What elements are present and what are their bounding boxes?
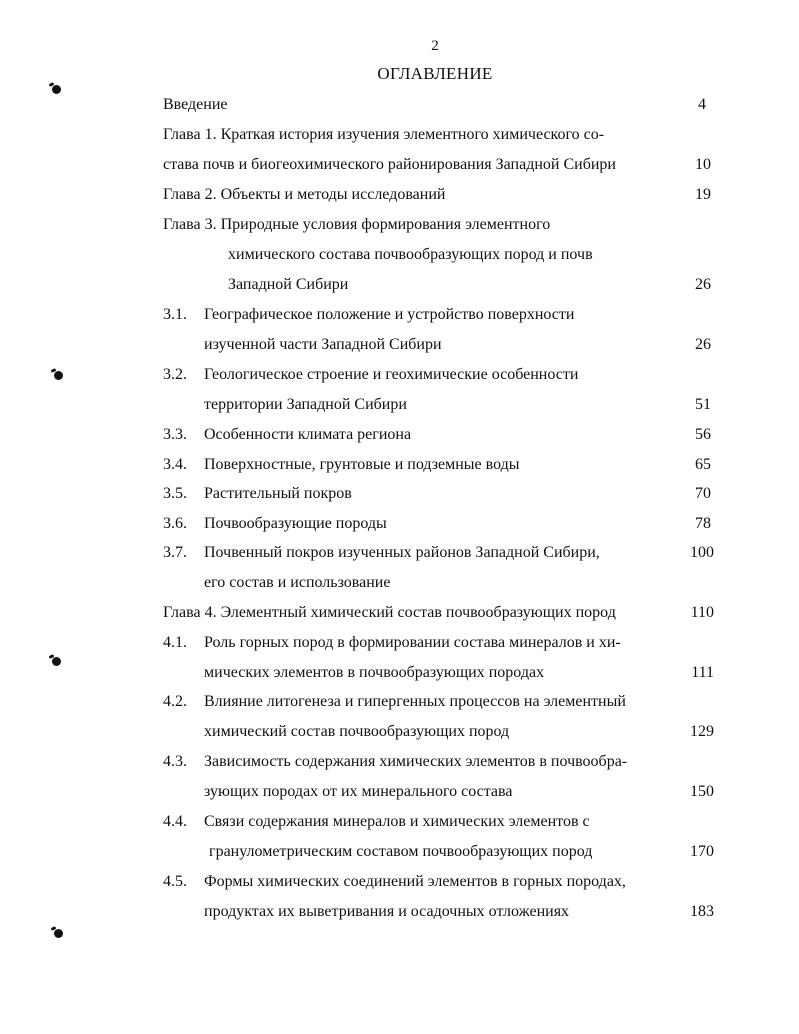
toc-entry-page: 78 bbox=[695, 515, 711, 532]
toc-entry-page: 110 bbox=[690, 604, 714, 621]
toc-entry-text: става почв и биогеохимического районирования Западной Сибири bbox=[163, 156, 616, 173]
toc-entry-text: Связи содержания минералов и химических элементов с bbox=[204, 813, 590, 830]
toc-entry-text: Формы химических соединений элементов в горных породах, bbox=[204, 873, 626, 890]
toc-entry-text: Глава 2. Объекты и методы исследований bbox=[163, 186, 446, 203]
toc-entry-page: 70 bbox=[695, 485, 711, 502]
toc-entry-number: 3.7. bbox=[163, 544, 187, 561]
page-number: 2 bbox=[431, 38, 439, 54]
toc-title: ОГЛАВЛЕНИЕ bbox=[377, 64, 493, 83]
toc-entry-page: 100 bbox=[690, 544, 714, 561]
toc-entry-text: территории Западной Сибири bbox=[204, 396, 407, 413]
toc-entry-page: 56 bbox=[695, 426, 711, 443]
toc-entry-text: Почвообразующие породы bbox=[204, 515, 387, 532]
toc-entry-number: 3.5. bbox=[163, 485, 187, 502]
toc-entry-number: 4.5. bbox=[163, 873, 187, 890]
toc-entry-text: его состав и использование bbox=[204, 574, 391, 591]
toc-entry-text: Глава 1. Краткая история изучения элементного химического со- bbox=[163, 126, 605, 143]
toc-entry-text: Растительный покров bbox=[204, 485, 352, 502]
toc-entry-number: 4.1. bbox=[163, 634, 187, 651]
toc-entry-text: Глава 4. Элементный химический состав почвообразующих пород bbox=[163, 604, 616, 621]
toc-entry-text: Поверхностные, грунтовые и подземные воды bbox=[204, 456, 520, 473]
toc-entry-number: 3.4. bbox=[163, 456, 187, 473]
toc-entry-page: 183 bbox=[690, 903, 714, 920]
toc-entry-page: 26 bbox=[695, 336, 711, 353]
toc-entry-page: 111 bbox=[691, 664, 714, 681]
toc-entry-text: изученной части Западной Сибири bbox=[204, 336, 442, 353]
toc-entry-text: Географическое положение и устройство поверхности bbox=[204, 306, 575, 323]
binding-hole-mark bbox=[52, 657, 61, 666]
toc-entry-text: Почвенный покров изученных районов Западной Сибири, bbox=[204, 544, 600, 561]
toc-entry-page: 19 bbox=[695, 186, 711, 203]
toc-entry-number: 3.3. bbox=[163, 426, 187, 443]
toc-entry-text: Особенности климата региона bbox=[204, 426, 412, 443]
toc-entry-number: 4.4. bbox=[163, 813, 187, 830]
toc-entry-number: 3.6. bbox=[163, 515, 187, 532]
toc-entry-page: 4 bbox=[698, 96, 706, 113]
binding-hole-mark bbox=[54, 929, 63, 938]
toc-entry-page: 150 bbox=[690, 783, 714, 800]
toc-entry-page: 170 bbox=[690, 843, 714, 860]
toc-entry-page: 129 bbox=[690, 723, 714, 740]
toc-entry-text: Западной Сибири bbox=[228, 276, 349, 293]
toc-entry-text: Геологическое строение и геохимические особенности bbox=[204, 366, 579, 383]
binding-hole-mark bbox=[54, 371, 63, 380]
toc-entry-page: 26 bbox=[695, 276, 711, 293]
toc-entry-text: химический состав почвообразующих пород bbox=[204, 723, 510, 740]
toc-entry-page: 10 bbox=[695, 156, 711, 173]
toc-entry-number: 3.1. bbox=[163, 306, 187, 323]
toc-entry-text: мических элементов в почвообразующих породах bbox=[204, 664, 545, 681]
toc-entry-text: Роль горных пород в формировании состава минералов и хи- bbox=[204, 634, 621, 651]
toc-entry-number: 3.2. bbox=[163, 366, 187, 383]
toc-entry-text: Зависимость содержания химических элементов в почвообра- bbox=[204, 753, 628, 770]
toc-entry-number: 4.2. bbox=[163, 693, 187, 710]
toc-entry-text: Глава 3. Природные условия формирования элементного bbox=[163, 216, 551, 233]
toc-entry-page: 51 bbox=[695, 396, 711, 413]
toc-entry-text: Влияние литогенеза и гипергенных процессов на элементный bbox=[204, 693, 626, 710]
toc-entry-text: химического состава почвообразующих пород и почв bbox=[228, 246, 593, 263]
toc-entry-text: Введение bbox=[163, 96, 228, 113]
binding-hole-mark bbox=[52, 85, 61, 94]
toc-entry-number: 4.3. bbox=[163, 753, 187, 770]
toc-entry-text: продуктах их выветривания и осадочных отложениях bbox=[204, 903, 570, 920]
toc-entry-text: зующих породах от их минерального состава bbox=[204, 783, 513, 800]
toc-entry-page: 65 bbox=[695, 456, 711, 473]
toc-entry-text: гранулометрическим составом почвообразующих пород bbox=[209, 843, 593, 860]
